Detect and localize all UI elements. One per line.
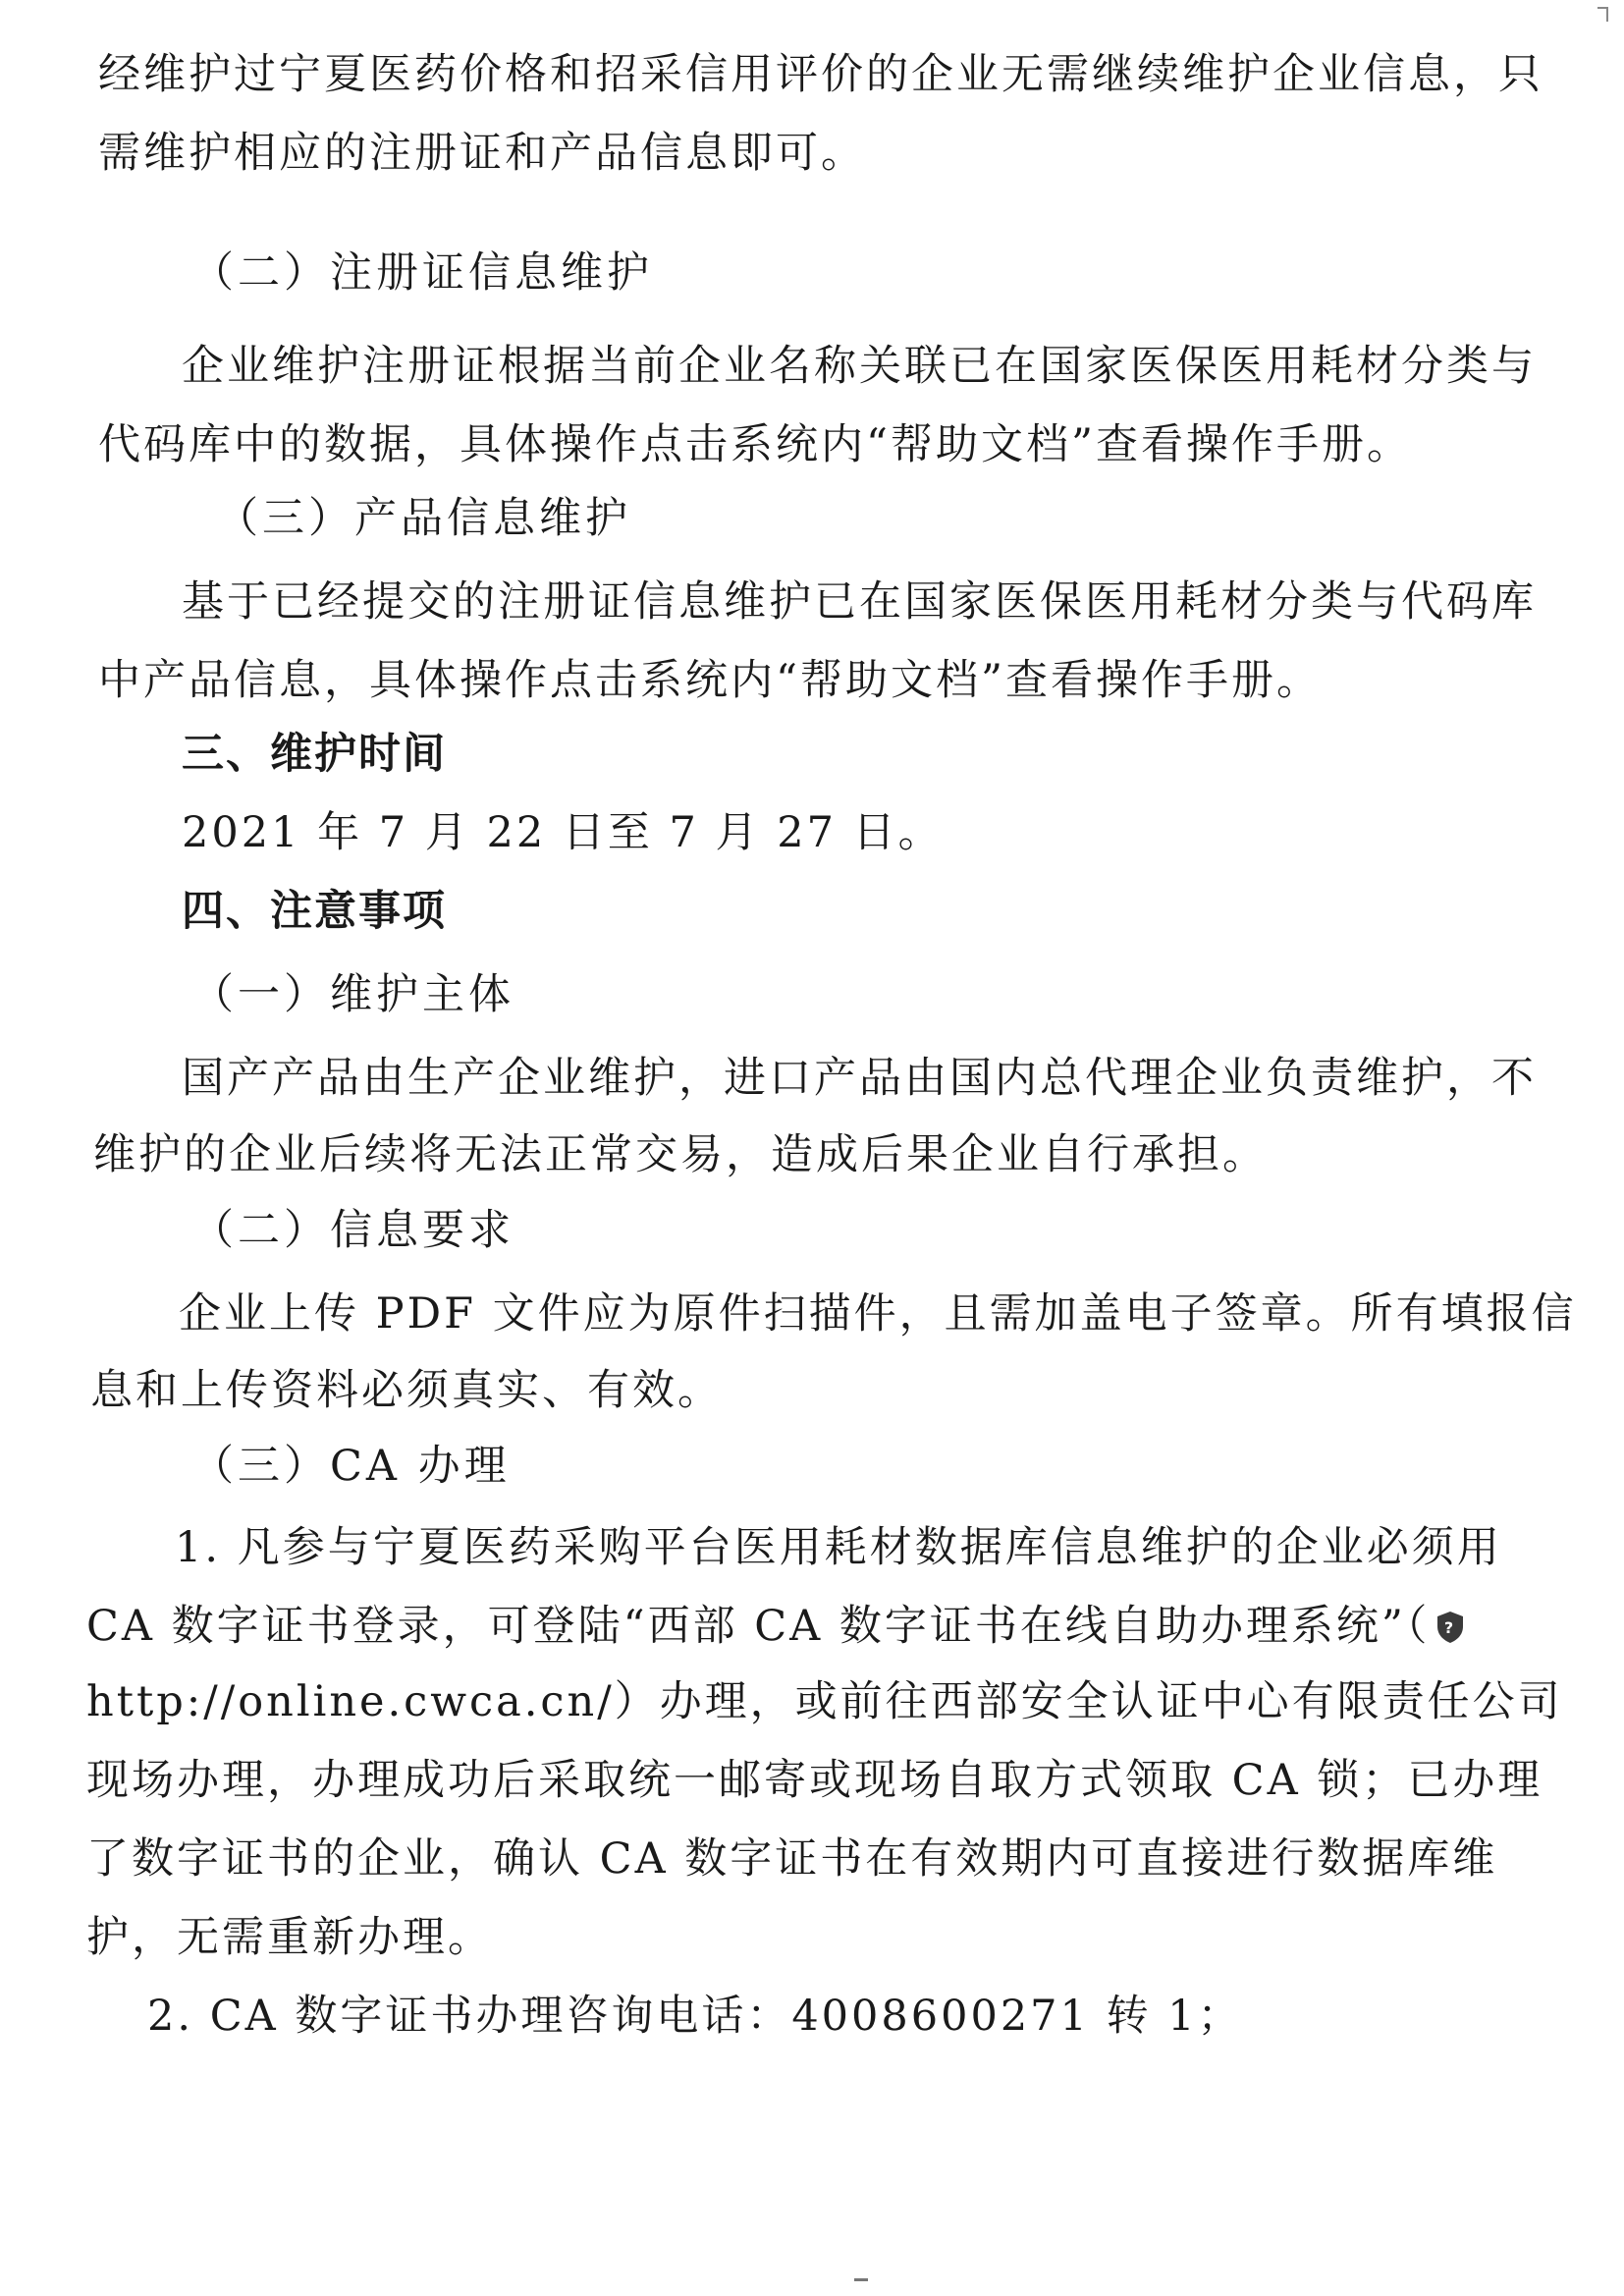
subsection-title: （一）维护主体 [191, 970, 514, 1019]
paragraph-line: 企业维护注册证根据当前企业名称关联已在国家医保医用耗材分类与 [182, 342, 1537, 391]
scan-mark [854, 2278, 868, 2289]
svg-text:?: ? [1444, 1618, 1457, 1637]
date-line: 2021 年 7 月 22 日至 7 月 27 日。 [182, 808, 944, 857]
paragraph-line: 中产品信息，具体操作点击系统内“帮助文档”查看操作手册。 [98, 656, 1322, 705]
paragraph-line: 需维护相应的注册证和产品信息即可。 [98, 129, 866, 178]
shield-help-icon [1435, 1603, 1465, 1636]
paragraph-text: CA 数字证书登录，可登陆“西部 CA 数字证书在线自助办理系统”（ [86, 1602, 1431, 1651]
paragraph-line: 现场办理，办理成功后采取统一邮寄或现场自取方式领取 CA 锁；已办理 [86, 1756, 1543, 1805]
subsection-title: （三）产品信息维护 [216, 494, 631, 543]
section-title: 四、注意事项 [182, 887, 447, 936]
paragraph-line: http://online.cwca.cn/）办理，或前往西部安全认证中心有限责任公司 [86, 1677, 1563, 1726]
paragraph-line: 基于已经提交的注册证信息维护已在国家医保医用耗材分类与代码库 [182, 577, 1537, 627]
section-title: 三、维护时间 [182, 730, 447, 779]
paragraph-line: 护，无需重新办理。 [86, 1913, 493, 1962]
subsection-title: （二）注册证信息维护 [191, 248, 653, 298]
scan-mark [1596, 6, 1609, 24]
paragraph-line: 1. 凡参与宁夏医药采购平台医用耗材数据库信息维护的企业必须用 [175, 1523, 1502, 1572]
paragraph-line: 了数字证书的企业，确认 CA 数字证书在有效期内可直接进行数据库维 [86, 1834, 1498, 1884]
paragraph-line: 2. CA 数字证书办理咨询电话：4008600271 转 1； [147, 1992, 1243, 2041]
paragraph-line: 代码库中的数据，具体操作点击系统内“帮助文档”查看操作手册。 [98, 420, 1412, 469]
paragraph-line: 国产产品由生产企业维护，进口产品由国内总代理企业负责维护，不 [182, 1054, 1537, 1103]
subsection-title: （二）信息要求 [191, 1206, 514, 1255]
subsection-title: （三）CA 办理 [191, 1442, 511, 1491]
paragraph-line: 经维护过宁夏医药价格和招采信用评价的企业无需继续维护企业信息，只 [98, 50, 1543, 99]
paragraph-line: 企业上传 PDF 文件应为原件扫描件，且需加盖电子签章。所有填报信 [179, 1289, 1577, 1339]
paragraph-line: 维护的企业后续将无法正常交易，造成后果企业自行承担。 [93, 1130, 1268, 1179]
paragraph-line [86, 1599, 1465, 1654]
paragraph-line: 息和上传资料必须真实、有效。 [90, 1366, 723, 1415]
